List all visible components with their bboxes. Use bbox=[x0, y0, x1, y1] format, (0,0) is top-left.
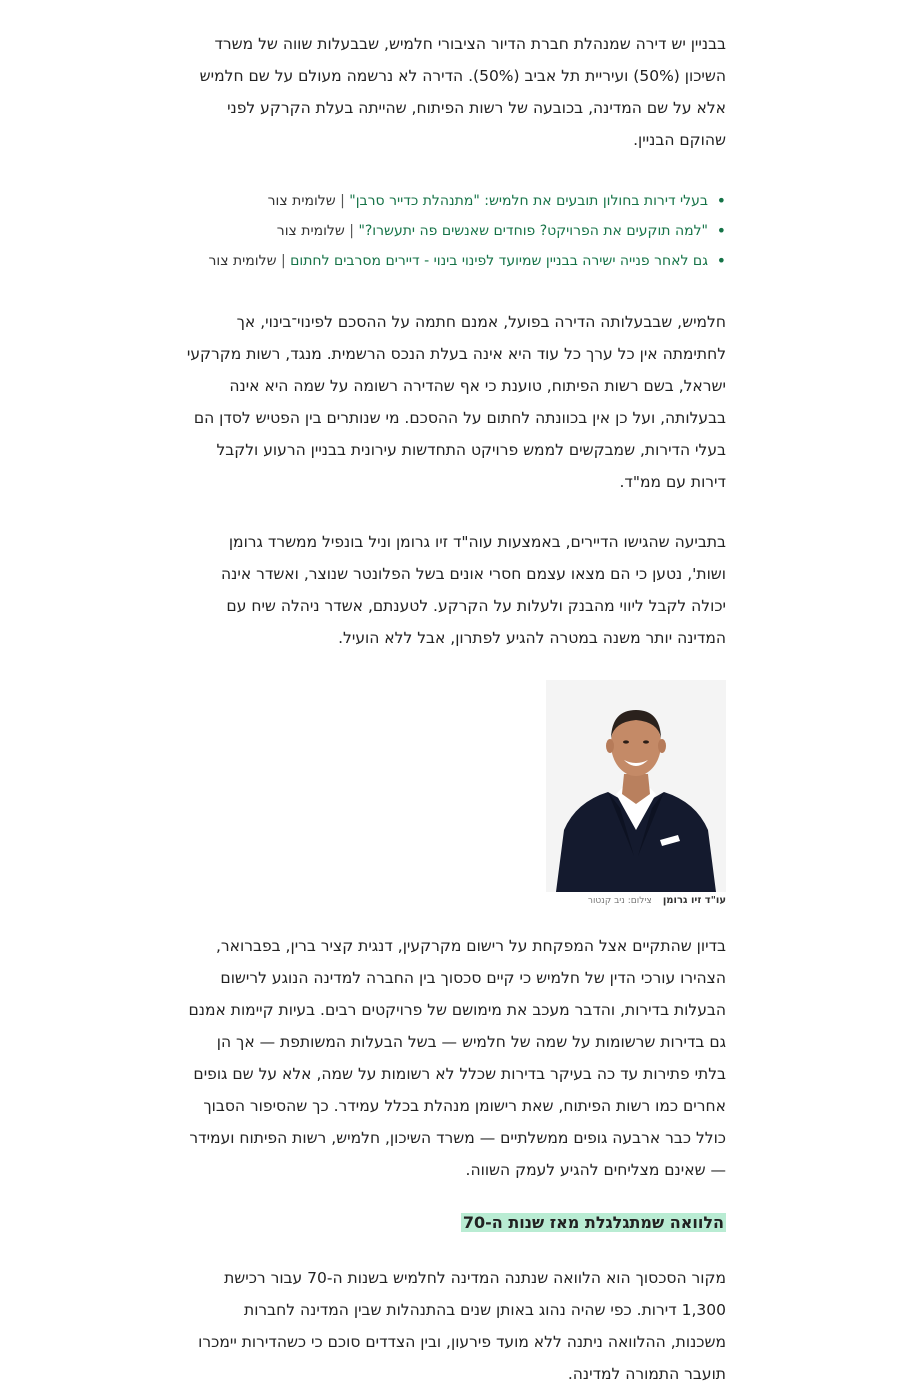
separator: | bbox=[349, 223, 354, 239]
related-articles-list bbox=[186, 186, 726, 276]
photo-credit: צילום: ניב קנטור bbox=[587, 896, 652, 906]
section-subheading bbox=[186, 1210, 726, 1236]
subheading-text: הלוואה שמתגלגלת מאז שנות ה-70 bbox=[462, 1213, 724, 1232]
separator: | bbox=[340, 193, 345, 209]
article-paragraph: בבניין יש דירה שמנהלת חברת הדיור הציבורי חלמיש, שבבעלות שווה של משרד השיכון (50%) ועיריית תל אביב (50%). הדירה לא נרשמה מעולם על שם חלמיש אלא על שם המדינה, בכובעה של רשות הפיתוח, שהייתה בעלת הקרקע לפני שהוקם הבניין. bbox=[199, 35, 726, 149]
portrait-photo bbox=[546, 680, 726, 892]
separator: | bbox=[280, 253, 286, 269]
article-paragraph: חלמיש, שבבעלותה הדירה בפועל, אמנם חתמה על ההסכם לפינוי־בינוי, אך לחתימתה אין כל ערך כל עוד היא אינה בעלת הנכס הרשמית. מנגד, רשות מקרקעי ישראל, בשם רשות הפיתוח, טוענת כי אף שהדירה רשומה על שמה היא אינה בבעלותה, ועל כן אין בכוונתה לחתום על ההסכם. מי שנותרים בין הפטיש לסדן הם בעלי הדירות, שמבקשים לממש פרויקט התחדשות עירונית בבניין הרעוע ולקבל דירות עם ממ"ד. bbox=[186, 313, 726, 491]
article-paragraph: מקור הסכסוך הוא הלוואה שנתנה המדינה לחלמיש בשנות ה-70 עבור רכישת 1,300 דירות. כפי שהיה נהוג באותן שנים בהתנהלות שבין המדינה לחברות משכנות, ההלוואה ניתנה ללא מועד פירעון, ובין הצדדים סוכם כי כשהדירות יימכרו תועבר התמורה למדינה. bbox=[198, 1269, 726, 1383]
related-article-item bbox=[186, 216, 726, 246]
related-article-author: שלומית צור bbox=[267, 193, 336, 209]
related-article-author: שלומית צור bbox=[276, 223, 345, 239]
figure-caption bbox=[546, 892, 726, 908]
bullet-icon: • bbox=[716, 251, 726, 270]
caption-name: עו"ד זיו גרומן bbox=[662, 895, 726, 906]
article-paragraph: בתביעה שהגישו הדיירים, באמצעות עוה"ד זיו גרומן וניל בונפיל ממשרד גרומן ושות', נטען כי הם מצאו עצמם חסרי אונים בשל הפלונטר שנוצר, ואשדר אינה יכולה לקבל ליווי מהבנק ולעלות על הקרקע. לטענתם, אשדר ניהלה שיח עם המדינה יותר משנה במטרה להגיע לפתרון, אבל ללא הועיל. bbox=[221, 533, 726, 647]
bullet-icon: • bbox=[716, 221, 726, 240]
related-article-link[interactable]: "למה תוקעים את הפרויקט? פוחדים שאנשים פה יתעשרו?" bbox=[358, 223, 708, 239]
related-article-link[interactable]: גם לאחר פנייה ישירה בבניין שמיועד לפינוי בינוי - דיירים מסרבים לחתום bbox=[290, 253, 708, 269]
article-body bbox=[186, 28, 726, 1390]
related-article-link[interactable]: בעלי דירות בחולון תובעים את חלמיש: "מתנהלת כדייר סרבן" bbox=[349, 193, 708, 209]
related-article-item bbox=[186, 186, 726, 216]
bullet-icon: • bbox=[716, 191, 726, 210]
related-article-item bbox=[186, 246, 726, 276]
article-paragraph: בדיון שהתקיים אצל המפקחת על רישום מקרקעין, דנגית קציר ברין, בפברואר, הצהירו עורכי הדין של חלמיש כי קיים סכסוך בין החברה למדינה הנוגע לרישום הבעלות בדירות, והדבר מעכב את מימושם של פרויקטים רבים. בעיות קיימות אמנם גם בדירות שרשומות על שמה של חלמיש — בשל הבעלות המשותפת — אך הן בלתי פתירות עד כה בעיקר בדירות שכלל לא רשומות על שמה, אלא על שם גופים אחרים כמו רשות הפיתוח, שאת רישומן מנהלת בכלל עמידר. כך שהסיפור הסבוך כולל כבר ארבעה גופים ממשלתיים — משרד השיכון, חלמיש, רשות הפיתוח ועמידר — שאינם מצליחים להגיע לעמק השווה. bbox=[188, 937, 726, 1179]
article-figure bbox=[546, 680, 726, 908]
related-article-author: שלומית צור bbox=[208, 253, 277, 269]
